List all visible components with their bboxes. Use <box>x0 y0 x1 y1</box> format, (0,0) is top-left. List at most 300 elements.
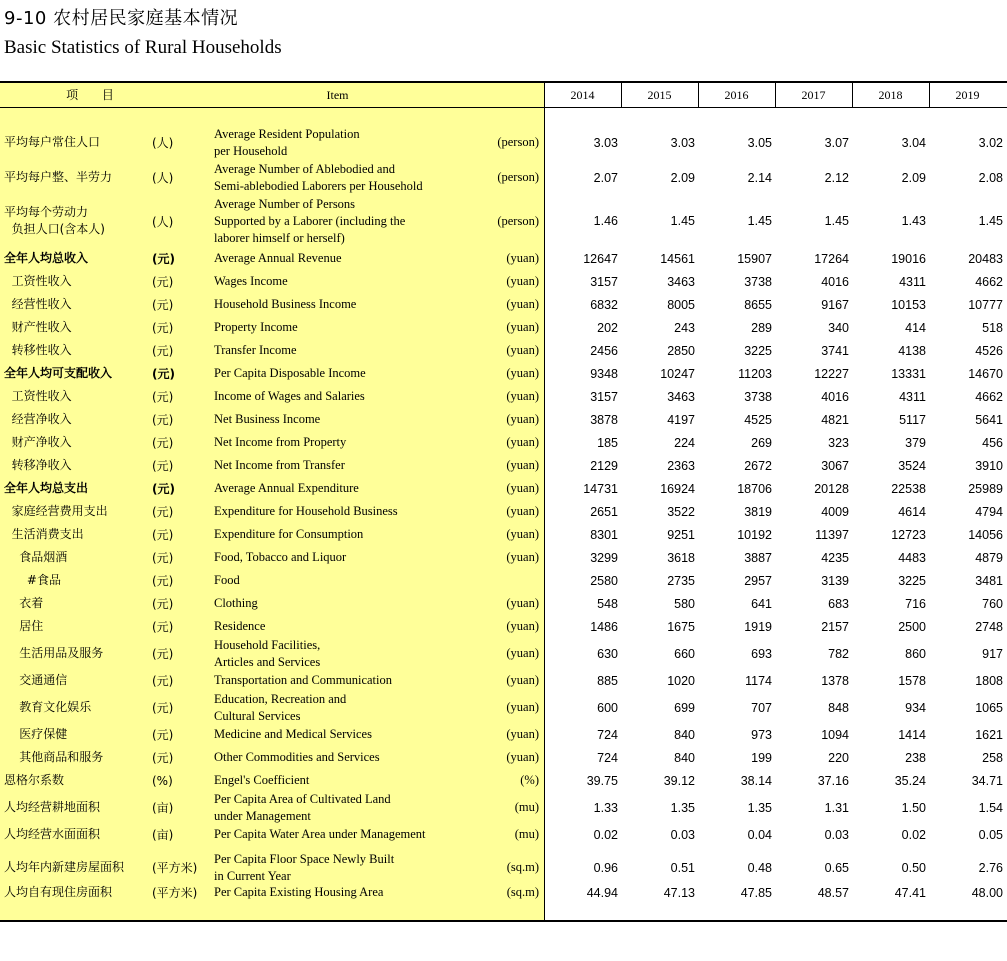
value-cell: 3741 <box>821 343 849 358</box>
unit-chinese: (人) <box>152 171 174 185</box>
value-cell: 4794 <box>975 504 1003 519</box>
table-row <box>0 431 1007 454</box>
value-cell: 456 <box>982 435 1003 450</box>
value-cell: 1.45 <box>978 214 1003 228</box>
value-cell: 2.09 <box>670 170 695 185</box>
item-label-english: Household Business Income <box>214 297 357 311</box>
value-cell: 934 <box>905 700 926 715</box>
value-cell: 0.02 <box>593 827 618 842</box>
value-cell: 1.45 <box>824 214 849 228</box>
item-label-chinese: 经营净收入 <box>4 412 72 426</box>
value-cell: 1.35 <box>747 800 772 815</box>
value-cell: 3910 <box>975 458 1003 473</box>
value-cell: 885 <box>597 673 618 688</box>
item-label-english: Household Facilities, Articles and Services <box>214 637 321 669</box>
value-cell: 1065 <box>975 700 1003 715</box>
value-cell: 4525 <box>744 412 772 427</box>
unit-chinese: (%) <box>152 773 173 788</box>
value-cell: 840 <box>674 727 695 742</box>
value-cell: 0.05 <box>978 827 1003 842</box>
value-cell: 1.33 <box>593 800 618 815</box>
value-cell: 683 <box>828 596 849 611</box>
table-row <box>0 316 1007 339</box>
value-cell: 2748 <box>975 619 1003 634</box>
value-cell: 699 <box>674 700 695 715</box>
value-cell: 289 <box>751 320 772 335</box>
item-label-chinese: 医疗保健 <box>4 727 68 741</box>
value-cell: 4311 <box>899 389 926 404</box>
value-cell: 3524 <box>898 458 926 473</box>
value-cell: 4016 <box>821 389 849 404</box>
value-cell: 3481 <box>975 573 1003 588</box>
value-cell: 3.04 <box>901 135 926 150</box>
unit-chinese: (元) <box>152 674 174 688</box>
table-row <box>0 500 1007 523</box>
value-cell: 760 <box>982 596 1003 611</box>
header-bottom-rule <box>0 107 1007 108</box>
item-label-english: Average Number of Persons Supported by a Laborer (including the laborer himself or herself) <box>214 196 406 245</box>
unit-english: (yuan) <box>506 435 539 449</box>
value-cell: 20128 <box>814 481 849 496</box>
value-cell: 1.45 <box>670 214 695 228</box>
unit-chinese: (元) <box>152 551 174 565</box>
value-cell: 3.07 <box>824 135 849 150</box>
value-cell: 3463 <box>667 274 695 289</box>
item-label-chinese: 食品烟酒 <box>4 550 68 564</box>
header-year-2018: 2018 <box>878 88 903 102</box>
value-cell: 39.75 <box>586 773 618 788</box>
value-cell: 724 <box>597 750 618 765</box>
value-cell: 14561 <box>660 251 695 266</box>
header-year-2017: 2017 <box>801 88 826 102</box>
unit-chinese: (元) <box>152 436 174 450</box>
value-cell: 600 <box>597 700 618 715</box>
table-row <box>0 823 1007 846</box>
table-row <box>0 160 1007 195</box>
unit-chinese: (元) <box>152 275 174 289</box>
value-cell: 2129 <box>590 458 618 473</box>
value-cell: 3.02 <box>978 135 1003 150</box>
table-row <box>0 792 1007 823</box>
value-cell: 2957 <box>744 573 772 588</box>
value-cell: 1174 <box>745 673 772 688</box>
value-cell: 2651 <box>590 504 618 519</box>
item-label-english: Average Number of Ablebodied and Semi-ablebodied Laborers per Household <box>214 161 423 193</box>
item-label-english: Residence <box>214 619 266 633</box>
value-cell: 0.50 <box>901 860 926 875</box>
header-year-2019: 2019 <box>955 88 980 102</box>
header-item-chinese: 项 目 <box>66 88 124 102</box>
table-row <box>0 615 1007 638</box>
value-cell: 48.57 <box>817 885 849 900</box>
value-cell: 716 <box>905 596 926 611</box>
unit-english: (mu) <box>514 800 539 814</box>
item-label-chinese: 平均每户常住人口 <box>4 135 101 149</box>
value-cell: 224 <box>674 435 695 450</box>
table-row <box>0 125 1007 160</box>
value-cell: 5641 <box>975 412 1003 427</box>
item-label-english: Income of Wages and Salaries <box>214 389 365 403</box>
unit-english: (yuan) <box>506 504 539 518</box>
table-row <box>0 723 1007 746</box>
unit-chinese: (元) <box>152 728 174 742</box>
item-label-chinese: 居住 <box>4 619 44 633</box>
unit-english: (yuan) <box>506 366 539 380</box>
unit-english: (yuan) <box>506 750 539 764</box>
value-cell: 860 <box>905 646 926 661</box>
value-cell: 1414 <box>898 727 926 742</box>
value-cell: 4009 <box>821 504 849 519</box>
value-cell: 4662 <box>975 389 1003 404</box>
item-label-chinese: 人均经营水面面积 <box>4 827 101 841</box>
value-cell: 20483 <box>968 251 1003 266</box>
item-label-chinese: 其他商品和服务 <box>4 750 104 764</box>
table-row <box>0 881 1007 904</box>
value-cell: 19016 <box>891 251 926 266</box>
table-row <box>0 746 1007 769</box>
table-row <box>0 408 1007 431</box>
value-cell: 340 <box>828 320 849 335</box>
item-label-chinese: 财产性收入 <box>4 320 72 334</box>
value-cell: 1621 <box>975 727 1003 742</box>
value-cell: 2.09 <box>901 170 926 185</box>
value-cell: 9348 <box>590 366 618 381</box>
unit-english: (yuan) <box>506 320 539 334</box>
unit-english: (yuan) <box>506 550 539 564</box>
value-cell: 3738 <box>744 389 772 404</box>
table-row <box>0 569 1007 592</box>
value-cell: 323 <box>828 435 849 450</box>
header-year-2015: 2015 <box>647 88 672 102</box>
unit-chinese: (平方米) <box>152 861 198 875</box>
value-cell: 35.24 <box>894 773 926 788</box>
item-label-chinese: 生活用品及服务 <box>4 646 104 660</box>
value-cell: 14670 <box>968 366 1003 381</box>
header-year-2016: 2016 <box>724 88 749 102</box>
value-cell: 4311 <box>899 274 926 289</box>
table-row <box>0 477 1007 500</box>
value-cell: 16924 <box>660 481 695 496</box>
value-cell: 4235 <box>821 550 849 565</box>
unit-english: (yuan) <box>506 343 539 357</box>
unit-chinese: (元) <box>152 459 174 473</box>
unit-english: (yuan) <box>506 700 539 714</box>
unit-chinese: (元) <box>152 390 174 404</box>
value-cell: 258 <box>982 750 1003 765</box>
value-cell: 3.03 <box>670 135 695 150</box>
value-cell: 917 <box>982 646 1003 661</box>
value-cell: 840 <box>674 750 695 765</box>
value-cell: 38.14 <box>740 773 772 788</box>
unit-english: (yuan) <box>506 412 539 426</box>
value-cell: 630 <box>597 646 618 661</box>
value-cell: 3067 <box>821 458 849 473</box>
value-cell: 202 <box>597 320 618 335</box>
header-item-english: Item <box>326 88 349 102</box>
value-cell: 3463 <box>667 389 695 404</box>
value-cell: 2580 <box>590 573 618 588</box>
unit-chinese: (元) <box>152 482 175 496</box>
item-label-english: Education, Recreation and Cultural Services <box>214 691 347 723</box>
value-cell: 15907 <box>737 251 772 266</box>
value-cell: 1.35 <box>670 800 695 815</box>
table-row <box>0 546 1007 569</box>
value-cell: 973 <box>751 727 772 742</box>
value-cell: 2850 <box>667 343 695 358</box>
value-cell: 1808 <box>975 673 1003 688</box>
value-cell: 9251 <box>667 527 695 542</box>
value-cell: 0.65 <box>824 860 849 875</box>
value-cell: 4483 <box>898 550 926 565</box>
value-cell: 3225 <box>744 343 772 358</box>
value-cell: 12647 <box>583 251 618 266</box>
value-cell: 518 <box>982 320 1003 335</box>
unit-english <box>488 569 539 592</box>
value-cell: 8005 <box>667 297 695 312</box>
value-cell: 17264 <box>814 251 849 266</box>
item-label-english: Per Capita Water Area under Management <box>214 827 426 841</box>
value-cell: 3819 <box>744 504 772 519</box>
value-cell: 0.48 <box>747 860 772 875</box>
value-cell: 25989 <box>968 481 1003 496</box>
value-cell: 10153 <box>891 297 926 312</box>
item-label-english: Per Capita Floor Space Newly Built in Current Year <box>214 851 395 883</box>
item-label-chinese: 交通通信 <box>4 673 68 687</box>
table-row <box>0 195 1007 247</box>
value-cell: 3225 <box>898 573 926 588</box>
value-cell: 3157 <box>590 274 618 289</box>
table-row <box>0 592 1007 615</box>
value-cell: 3299 <box>590 550 618 565</box>
value-cell: 0.02 <box>901 827 926 842</box>
item-label-chinese: 转移性收入 <box>4 343 72 357</box>
value-cell: 660 <box>674 646 695 661</box>
value-cell: 0.03 <box>670 827 695 842</box>
table-row <box>0 454 1007 477</box>
value-cell: 1020 <box>667 673 695 688</box>
item-label-english: Average Annual Revenue <box>214 251 342 265</box>
unit-chinese: (元) <box>152 751 174 765</box>
unit-english: (person) <box>497 170 539 184</box>
unit-english: (person) <box>497 135 539 149</box>
item-label-chinese: 工资性收入 <box>4 389 72 403</box>
table-bottom-rule <box>0 920 1007 922</box>
value-cell: 1.31 <box>824 800 849 815</box>
value-cell: 1.54 <box>978 800 1003 815</box>
value-cell: 1.45 <box>747 214 772 228</box>
item-label-chinese: 衣着 <box>4 596 44 610</box>
value-cell: 1378 <box>821 673 849 688</box>
value-cell: 4526 <box>975 343 1003 358</box>
value-cell: 14731 <box>583 481 618 496</box>
unit-chinese: (元) <box>152 252 175 266</box>
unit-english: (yuan) <box>506 458 539 472</box>
value-cell: 199 <box>751 750 772 765</box>
table-row <box>0 247 1007 270</box>
unit-english: (yuan) <box>506 596 539 610</box>
unit-english: (person) <box>497 213 539 228</box>
item-label-chinese: 全年人均可支配收入 <box>4 366 113 380</box>
value-cell: 2157 <box>821 619 849 634</box>
unit-english: (yuan) <box>506 251 539 265</box>
value-cell: 44.94 <box>586 885 618 900</box>
item-label-english: Wages Income <box>214 274 288 288</box>
unit-chinese: (亩) <box>152 801 174 815</box>
value-cell: 13331 <box>891 366 926 381</box>
value-cell: 3.03 <box>593 135 618 150</box>
value-cell: 3878 <box>590 412 618 427</box>
value-cell: 243 <box>674 320 695 335</box>
table-row <box>0 523 1007 546</box>
value-cell: 724 <box>597 727 618 742</box>
unit-chinese: (元) <box>152 647 174 661</box>
unit-english: (yuan) <box>506 527 539 541</box>
value-cell: 4197 <box>667 412 695 427</box>
unit-chinese: (元) <box>152 528 174 542</box>
unit-chinese: (元) <box>152 298 174 312</box>
unit-chinese: (人) <box>152 214 174 229</box>
item-label-english: Transportation and Communication <box>214 673 392 687</box>
unit-chinese: (元) <box>152 620 174 634</box>
value-cell: 1578 <box>898 673 926 688</box>
unit-english: (yuan) <box>506 389 539 403</box>
item-label-english: Net Income from Transfer <box>214 458 345 472</box>
value-cell: 3618 <box>667 550 695 565</box>
item-label-chinese: #食品 <box>4 573 61 587</box>
value-cell: 220 <box>828 750 849 765</box>
unit-chinese: (元) <box>152 505 174 519</box>
item-label-english: Average Annual Expenditure <box>214 481 359 495</box>
unit-english: (sq.m) <box>506 860 539 874</box>
unit-chinese: (人) <box>152 136 174 150</box>
item-label-english: Other Commodities and Services <box>214 750 380 764</box>
value-cell: 4821 <box>821 412 849 427</box>
value-cell: 10247 <box>660 366 695 381</box>
value-cell: 3887 <box>744 550 772 565</box>
table-row <box>0 362 1007 385</box>
item-label-english: Engel's Coefficient <box>214 773 310 787</box>
unit-english: (yuan) <box>506 481 539 495</box>
value-cell: 3738 <box>744 274 772 289</box>
value-cell: 185 <box>597 435 618 450</box>
value-cell: 641 <box>751 596 772 611</box>
unit-english: (yuan) <box>506 727 539 741</box>
value-cell: 2735 <box>667 573 695 588</box>
item-label-chinese: 转移净收入 <box>4 458 72 472</box>
value-cell: 1.43 <box>901 214 926 228</box>
value-cell: 0.03 <box>824 827 849 842</box>
item-label-chinese: 经营性收入 <box>4 297 72 311</box>
value-cell: 414 <box>905 320 926 335</box>
value-cell: 9167 <box>821 297 849 312</box>
value-cell: 47.85 <box>740 885 772 900</box>
value-cell: 10192 <box>737 527 772 542</box>
value-cell: 14056 <box>968 527 1003 542</box>
value-cell: 39.12 <box>663 773 695 788</box>
unit-chinese: (元) <box>152 597 174 611</box>
value-cell: 8655 <box>744 297 772 312</box>
item-label-chinese: 平均每户整、半劳力 <box>4 170 113 184</box>
item-label-english: Per Capita Area of Cultivated Land under Management <box>214 791 391 823</box>
value-cell: 2.76 <box>978 860 1003 875</box>
item-label-chinese: 家庭经营费用支出 <box>4 504 108 518</box>
value-cell: 3139 <box>821 573 849 588</box>
table-row <box>0 769 1007 792</box>
item-label-english: Per Capita Disposable Income <box>214 366 366 380</box>
page-title-chinese: 9-10 农村居民家庭基本情况 <box>4 8 239 29</box>
value-cell: 782 <box>828 646 849 661</box>
value-cell: 580 <box>674 596 695 611</box>
value-cell: 1919 <box>744 619 772 634</box>
value-cell: 1.46 <box>593 214 618 228</box>
unit-english: (yuan) <box>506 297 539 311</box>
value-cell: 2.07 <box>593 170 618 185</box>
table-row <box>0 852 1007 883</box>
item-label-chinese: 人均经营耕地面积 <box>4 800 101 814</box>
table-row <box>0 692 1007 723</box>
value-cell: 2.12 <box>824 170 849 185</box>
value-cell: 1675 <box>667 619 695 634</box>
item-label-english: Per Capita Existing Housing Area <box>214 885 384 899</box>
value-cell: 6832 <box>590 297 618 312</box>
value-cell: 48.00 <box>971 885 1003 900</box>
item-label-chinese: 全年人均总支出 <box>4 481 89 495</box>
item-label-english: Net Business Income <box>214 412 321 426</box>
unit-english: (%) <box>520 773 539 787</box>
value-cell: 10777 <box>968 297 1003 312</box>
item-label-english: Transfer Income <box>214 343 297 357</box>
value-cell: 2456 <box>590 343 618 358</box>
value-cell: 0.96 <box>593 860 618 875</box>
value-cell: 269 <box>751 435 772 450</box>
unit-chinese: (元) <box>152 321 174 335</box>
item-label-chinese: 全年人均总收入 <box>4 251 89 265</box>
value-cell: 238 <box>905 750 926 765</box>
page-title-english: Basic Statistics of Rural Households <box>4 37 282 58</box>
item-label-english: Food <box>214 573 240 587</box>
table-row <box>0 669 1007 692</box>
value-cell: 4138 <box>898 343 926 358</box>
value-cell: 12723 <box>891 527 926 542</box>
value-cell: 47.13 <box>663 885 695 900</box>
item-label-chinese: 人均年内新建房屋面积 <box>4 860 125 874</box>
value-cell: 1.50 <box>901 800 926 815</box>
unit-english: (yuan) <box>506 673 539 687</box>
value-cell: 8301 <box>590 527 618 542</box>
unit-english: (sq.m) <box>506 885 539 899</box>
item-label-chinese: 教育文化娱乐 <box>4 700 92 714</box>
value-cell: 2.08 <box>978 170 1003 185</box>
value-cell: 22538 <box>891 481 926 496</box>
item-label-english: Property Income <box>214 320 298 334</box>
value-cell: 548 <box>597 596 618 611</box>
value-cell: 2500 <box>898 619 926 634</box>
value-cell: 11203 <box>738 366 772 381</box>
table-row <box>0 339 1007 362</box>
value-cell: 4662 <box>975 274 1003 289</box>
unit-chinese: (元) <box>152 413 174 427</box>
unit-english: (yuan) <box>506 619 539 633</box>
value-cell: 707 <box>751 700 772 715</box>
table-row <box>0 293 1007 316</box>
value-cell: 3522 <box>667 504 695 519</box>
value-cell: 0.51 <box>670 860 695 875</box>
value-cell: 18706 <box>737 481 772 496</box>
value-cell: 4879 <box>975 550 1003 565</box>
unit-chinese: (元) <box>152 701 174 715</box>
value-cell: 0.04 <box>747 827 772 842</box>
value-cell: 1094 <box>821 727 849 742</box>
